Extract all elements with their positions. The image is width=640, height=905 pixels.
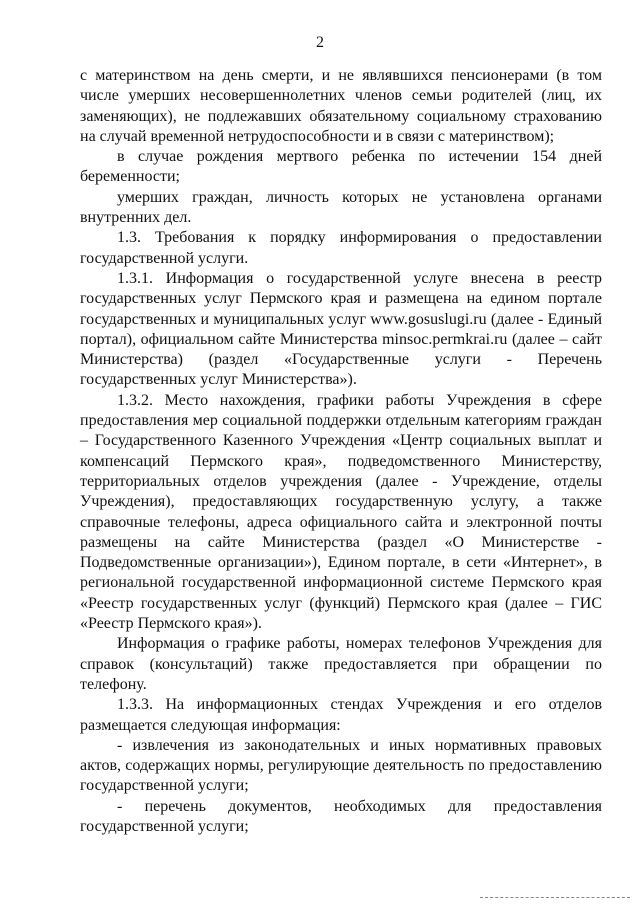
paragraph-stillbirth: в случае рождения мертвого ребенка по истечении 154 дней беременности;	[80, 148, 602, 186]
page-bottom-rule	[480, 897, 630, 898]
paragraph-1-3-3: 1.3.3. На информационных стендах Учреждения и его отделов размещается следующая информация:	[80, 696, 602, 734]
paragraph-1-3-2: 1.3.2. Место нахождения, графики работы Учреждения в сфере предоставления мер социальной поддержки отдельным категориям граждан – Государственного Казенного Учреждения «Центр социальных выплат и компенсаций Пермского края», подведомственного Министерству, территориальных отделов учреждения (далее - Учреждение, отделы Учреждения), предоставляющих государственную услугу, а также справочные телефоны, адреса официального сайта и электронной почты размещены на сайте Министерства (раздел «О Министерстве - Подведомственные организации»), Едином портале, в сети «Интернет», в региональной государственной информационной системе Пермского края «Реестр государственных услуг (функций) Пермского края (далее – ГИС «Реестр Пермского края»).	[80, 391, 602, 633]
document-body	[80, 66, 602, 837]
paragraph-continuation: с материнством на день смерти, и не являвшихся пенсионерами (в том числе умерших несовершеннолетних членов семьи родителей (лиц, их заменяющих), не подлежавших обязательному социальному страхованию на случай временной нетрудоспособности и в связи с материнством);	[80, 67, 602, 145]
paragraph-phone-info: Информация о графике работы, номерах телефонов Учреждения для справок (консультаций) также предоставляется при обращении по телефону.	[80, 635, 602, 693]
list-item-documents: - перечень документов, необходимых для предоставления государственной услуги;	[80, 797, 602, 835]
list-item-legal-extracts: - извлечения из законодательных и иных нормативных правовых актов, содержащих нормы, регулирующие деятельность по предоставлению государственной услуги;	[80, 736, 602, 795]
paragraph-1-3-1: 1.3.1. Информация о государственной услуге внесена в реестр государственных услуг Пермского края и размещена на едином портале государственных и муниципальных услуг www.gosuslugi.ru (далее - Единый портал), официальном сайте Министерства minsoc.permkrai.ru (далее – сайт Министерства) (раздел «Государственные услуги - Перечень государственных услуг Министерства»).	[80, 269, 602, 389]
page-number: 2	[316, 34, 324, 51]
paragraph-1-3: 1.3. Требования к порядку информирования о предоставлении государственной услуги.	[80, 229, 602, 267]
paragraph-unidentified: умерших граждан, личность которых не установлена органами внутренних дел.	[80, 188, 602, 227]
